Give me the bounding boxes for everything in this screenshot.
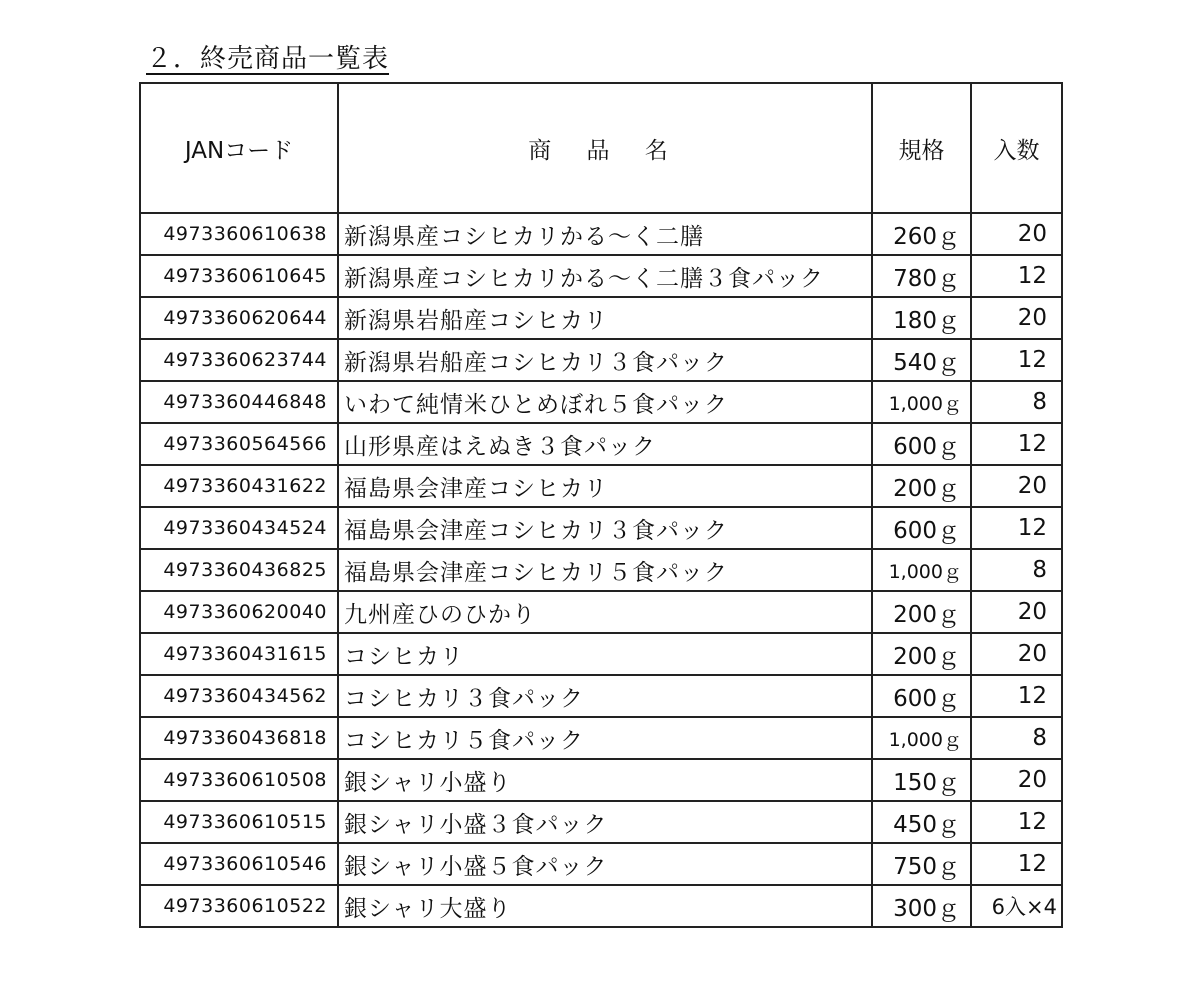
spec-cell: 600ｇ [872, 675, 971, 717]
product-name-cell: 山形県産はえぬき３食パック [338, 423, 872, 465]
jan-code-cell: 4973360610508 [140, 759, 338, 801]
header-row [140, 83, 1062, 213]
spec-cell: 260ｇ [872, 213, 971, 255]
spec-cell: 1,000ｇ [872, 549, 971, 591]
product-name-cell: 銀シャリ小盛５食パック [338, 843, 872, 885]
jan-code-cell: 4973360620040 [140, 591, 338, 633]
quantity-cell: 8 [971, 381, 1062, 423]
quantity-cell: 20 [971, 633, 1062, 675]
product-name-cell: コシヒカリ５食パック [338, 717, 872, 759]
product-name-cell: いわて純情米ひとめぼれ５食パック [338, 381, 872, 423]
quantity-cell: 12 [971, 801, 1062, 843]
table-row [140, 507, 1062, 549]
jan-code-cell: 4973360431622 [140, 465, 338, 507]
spec-cell: 300ｇ [872, 885, 971, 927]
header-product-name: 商 品 名 [338, 83, 872, 213]
product-name-cell: 九州産ひのひかり [338, 591, 872, 633]
product-name-cell: 福島県会津産コシヒカリ [338, 465, 872, 507]
table-row [140, 759, 1062, 801]
jan-code-cell: 4973360610515 [140, 801, 338, 843]
quantity-cell: 12 [971, 339, 1062, 381]
quantity-cell: 20 [971, 213, 1062, 255]
header-jan-code: JANコード [140, 83, 338, 213]
table-row [140, 465, 1062, 507]
quantity-cell: 6入×4 [971, 885, 1062, 927]
product-name-cell: コシヒカリ [338, 633, 872, 675]
product-name-cell: 新潟県岩船産コシヒカリ [338, 297, 872, 339]
jan-code-cell: 4973360623744 [140, 339, 338, 381]
spec-cell: 200ｇ [872, 633, 971, 675]
jan-code-cell: 4973360431615 [140, 633, 338, 675]
quantity-cell: 12 [971, 675, 1062, 717]
table-row [140, 381, 1062, 423]
quantity-cell: 8 [971, 717, 1062, 759]
header-quantity: 入数 [971, 83, 1062, 213]
table-body [140, 213, 1062, 927]
spec-cell: 200ｇ [872, 591, 971, 633]
table-row [140, 591, 1062, 633]
quantity-cell: 20 [971, 759, 1062, 801]
table-row [140, 297, 1062, 339]
spec-cell: 600ｇ [872, 507, 971, 549]
product-name-cell: 福島県会津産コシヒカリ５食パック [338, 549, 872, 591]
product-name-cell: 銀シャリ大盛り [338, 885, 872, 927]
product-name-cell: 銀シャリ小盛り [338, 759, 872, 801]
quantity-cell: 20 [971, 297, 1062, 339]
jan-code-cell: 4973360436825 [140, 549, 338, 591]
jan-code-cell: 4973360436818 [140, 717, 338, 759]
discontinued-products-table [139, 82, 1063, 928]
spec-cell: 450ｇ [872, 801, 971, 843]
product-name-cell: 銀シャリ小盛３食パック [338, 801, 872, 843]
jan-code-cell: 4973360620644 [140, 297, 338, 339]
table-row [140, 255, 1062, 297]
section-title: ２．終売商品一覧表 [146, 44, 390, 74]
quantity-cell: 12 [971, 843, 1062, 885]
table-row [140, 213, 1062, 255]
jan-code-cell: 4973360610522 [140, 885, 338, 927]
table-row [140, 423, 1062, 465]
spec-cell: 750ｇ [872, 843, 971, 885]
spec-cell: 180ｇ [872, 297, 971, 339]
product-name-cell: 福島県会津産コシヒカリ３食パック [338, 507, 872, 549]
product-name-cell: 新潟県産コシヒカリかる〜く二膳 [338, 213, 872, 255]
jan-code-cell: 4973360446848 [140, 381, 338, 423]
spec-cell: 600ｇ [872, 423, 971, 465]
table-row [140, 717, 1062, 759]
jan-code-cell: 4973360564566 [140, 423, 338, 465]
table-row [140, 549, 1062, 591]
jan-code-cell: 4973360610638 [140, 213, 338, 255]
quantity-cell: 12 [971, 423, 1062, 465]
table-row [140, 339, 1062, 381]
quantity-cell: 20 [971, 465, 1062, 507]
jan-code-cell: 4973360610546 [140, 843, 338, 885]
quantity-cell: 12 [971, 507, 1062, 549]
table-row [140, 633, 1062, 675]
spec-cell: 540ｇ [872, 339, 971, 381]
product-name-cell: 新潟県産コシヒカリかる〜く二膳３食パック [338, 255, 872, 297]
jan-code-cell: 4973360434562 [140, 675, 338, 717]
table-row [140, 843, 1062, 885]
spec-cell: 200ｇ [872, 465, 971, 507]
quantity-cell: 12 [971, 255, 1062, 297]
product-name-cell: コシヒカリ３食パック [338, 675, 872, 717]
table-row [140, 675, 1062, 717]
spec-cell: 780ｇ [872, 255, 971, 297]
table-row [140, 885, 1062, 927]
spec-cell: 1,000ｇ [872, 717, 971, 759]
quantity-cell: 8 [971, 549, 1062, 591]
product-name-cell: 新潟県岩船産コシヒカリ３食パック [338, 339, 872, 381]
spec-cell: 1,000ｇ [872, 381, 971, 423]
header-spec: 規格 [872, 83, 971, 213]
table-row [140, 801, 1062, 843]
quantity-cell: 20 [971, 591, 1062, 633]
spec-cell: 150ｇ [872, 759, 971, 801]
jan-code-cell: 4973360610645 [140, 255, 338, 297]
jan-code-cell: 4973360434524 [140, 507, 338, 549]
